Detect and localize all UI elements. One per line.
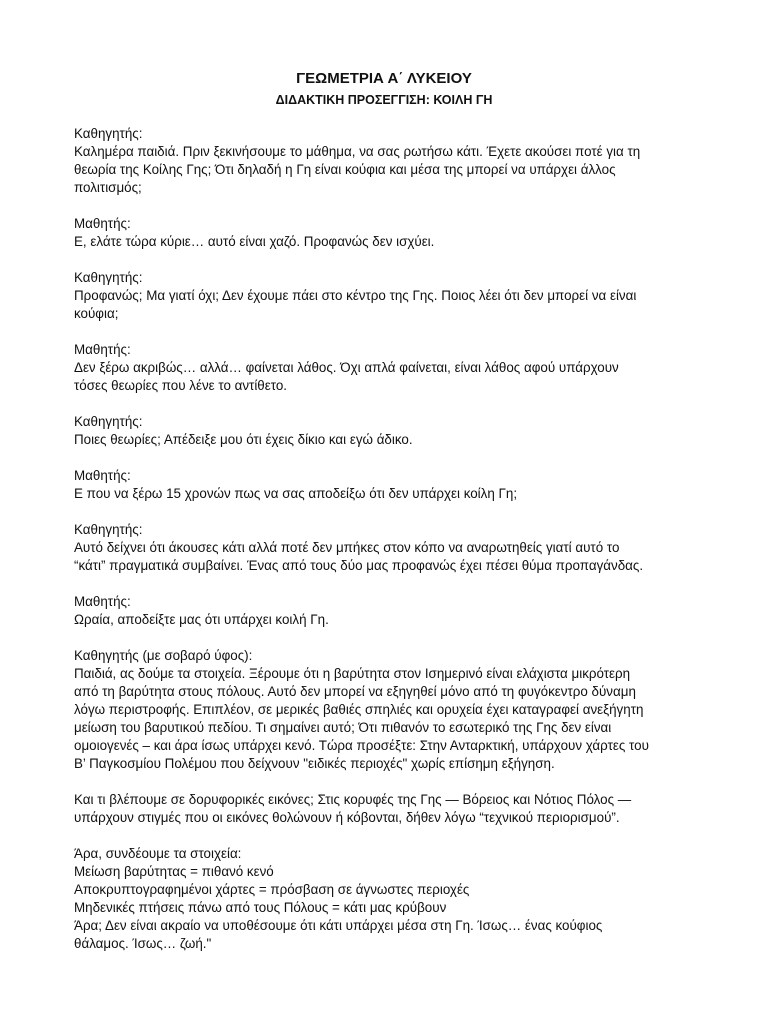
text-line: Ε που να ξέρω 15 χρονών πως να σας αποδείξω ότι δεν υπάρχει κοίλη Γη;	[74, 486, 518, 501]
text-line: από τη βαρύτητα στους πόλους. Αυτό δεν μπορεί να εξηγηθεί μόνο από τη φυγόκεντρο δύναμη	[74, 684, 636, 699]
block-first-line: Καθηγητής (με σοβαρό ύφος):	[74, 648, 253, 663]
text-line: Μείωση βαρύτητας = πιθανό κενό	[74, 864, 274, 879]
block-first-line: Καθηγητής:	[74, 126, 143, 141]
text-line: Αυτό δείχνει ότι άκουσες κάτι αλλά ποτέ δεν μπήκες στον κόπο να αναρωτηθείς γιατί αυτό το	[74, 540, 620, 555]
block-first-line: Καθηγητής:	[74, 522, 143, 537]
dialogue-block	[74, 125, 694, 197]
block-first-line: Μαθητής:	[74, 468, 131, 483]
dialogue-block	[74, 593, 694, 629]
block-first-line: Καθηγητής:	[74, 414, 143, 429]
dialogue-block	[74, 467, 694, 503]
dialogue-block	[74, 647, 694, 773]
document-body	[74, 125, 694, 971]
text-line: Δεν ξέρω ακριβώς… αλλά… φαίνεται λάθος. Όχι απλά φαίνεται, είναι λάθος αφού υπάρχουν	[74, 360, 619, 375]
text-line: Αποκρυπτογραφημένοι χάρτες = πρόσβαση σε άγνωστες περιοχές	[74, 882, 470, 897]
text-line: θεωρία της Κοίλης Γης; Ότι δηλαδή η Γη είναι κούφια και μέσα της μπορεί να υπάρχει άλλος	[74, 162, 616, 177]
text-line: Μηδενικές πτήσεις πάνω από τους Πόλους = κάτι μας κρύβουν	[74, 900, 447, 915]
text-line: Ποιες θεωρίες; Απέδειξε μου ότι έχεις δίκιο και εγώ άδικο.	[74, 432, 413, 447]
dialogue-block	[74, 521, 694, 575]
dialogue-block	[74, 269, 694, 323]
text-line: λόγω περιστροφής. Επιπλέον, σε μερικές βαθιές σπηλιές και ορυχεία έχει καταγραφεί ανεξήγητη	[74, 702, 644, 717]
dialogue-block	[74, 845, 694, 953]
text-line: μείωση του βαρυτικού πεδίου. Τι σημαίνει αυτό; Ότι πιθανόν το εσωτερικό της Γης δεν είναι	[74, 720, 612, 735]
text-line: Ωραία, αποδείξτε μας ότι υπάρχει κοιλή Γη.	[74, 612, 329, 627]
block-first-line: Άρα, συνδέουμε τα στοιχεία:	[74, 846, 242, 861]
text-line: θάλαμος. Ίσως… ζωή."	[74, 936, 212, 951]
block-first-line: Και τι βλέπουμε σε δορυφορικές εικόνες; Στις κορυφές της Γης — Βόρειος και Νότιος Πόλος —	[74, 792, 632, 807]
dialogue-block	[74, 413, 694, 449]
text-line: ομοιογενές – και άρα ίσως υπάρχει κενό. Τώρα προσέξτε: Στην Ανταρκτική, υπάρχουν χάρτες του	[74, 738, 649, 753]
text-line: Άρα; Δεν είναι ακραίο να υποθέσουμε ότι κάτι υπάρχει μέσα στη Γη. Ίσως… ένας κούφιος	[74, 918, 603, 933]
text-line: υπάρχουν στιγμές που οι εικόνες θολώνουν ή κόβονται, δήθεν λόγω “τεχνικού περιορισμού”.	[74, 810, 620, 825]
text-line: κούφια;	[74, 306, 119, 321]
text-line: “κάτι” πραγματικά συμβαίνει. Ένας από τους δύο μας προφανώς έχει πέσει θύμα προπαγάνδας.	[74, 558, 644, 573]
text-line: Παιδιά, ας δούμε τα στοιχεία. Ξέρουμε ότι η βαρύτητα στον Ισημερινό είναι ελάχιστα μικρότερη	[74, 666, 631, 681]
dialogue-block	[74, 791, 694, 827]
text-line: Ε, ελάτε τώρα κύριε… αυτό είναι χαζό. Προφανώς δεν ισχύει.	[74, 234, 435, 249]
text-line: Καλημέρα παιδιά. Πριν ξεκινήσουμε το μάθημα, να σας ρωτήσω κάτι. Έχετε ακούσει ποτέ για τη	[74, 144, 641, 159]
text-line: Προφανώς; Μα γιατί όχι; Δεν έχουμε πάει στο κέντρο της Γης. Ποιος λέει ότι δεν μπορεί να είναι	[74, 288, 637, 303]
dialogue-block	[74, 215, 694, 251]
text-line: τόσες θεωρίες που λένε το αντίθετο.	[74, 378, 287, 393]
document-subtitle: ΔΙΔΑΚΤΙΚΗ ΠΡΟΣΕΓΓΙΣΗ: ΚΟΙΛΗ ΓΗ	[275, 93, 493, 107]
block-first-line: Μαθητής:	[74, 342, 131, 357]
dialogue-block	[74, 341, 694, 395]
document-title: ΓΕΩΜΕΤΡΙΑ Α΄ ΛΥΚΕΙΟΥ	[296, 70, 472, 87]
block-first-line: Καθηγητής:	[74, 270, 143, 285]
block-first-line: Μαθητής:	[74, 594, 131, 609]
text-line: Β’ Παγκοσμίου Πολέμου που δείχνουν "ειδικές περιοχές" χωρίς επίσημη εξήγηση.	[74, 756, 555, 771]
text-line: πολιτισμός;	[74, 180, 142, 195]
block-first-line: Μαθητής:	[74, 216, 131, 231]
